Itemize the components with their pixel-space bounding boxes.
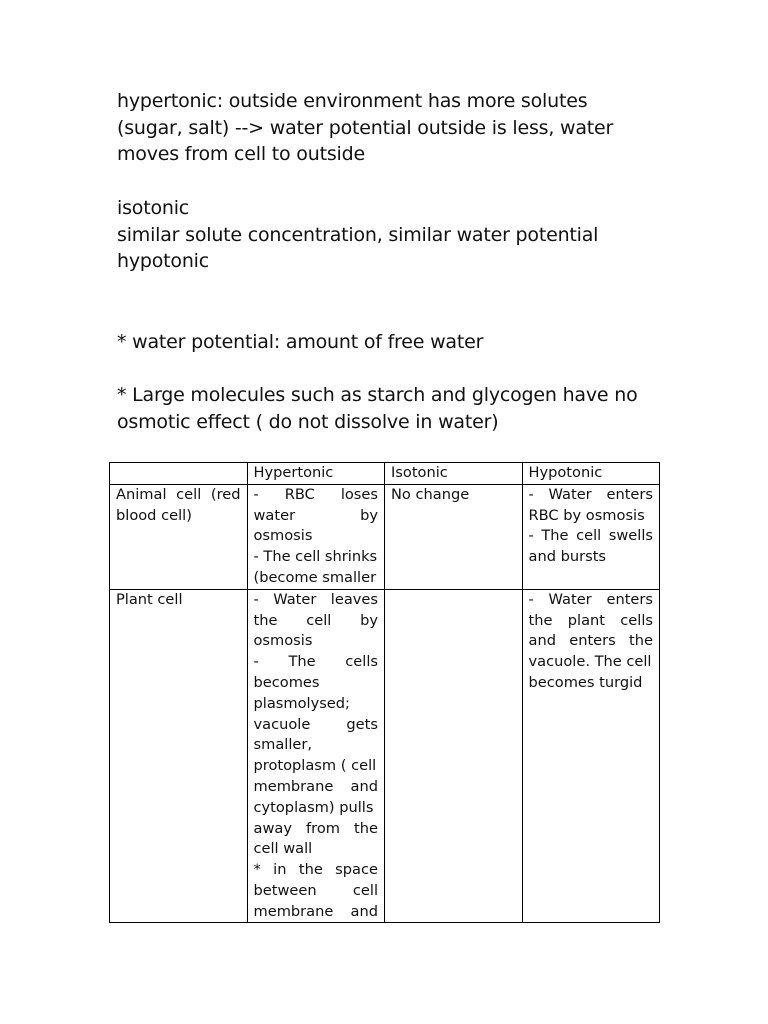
text-line: * Large molecules such as starch and glycogen have no [117, 384, 638, 406]
cell-line: and enters the [528, 632, 653, 650]
cell-line: - Water leaves [253, 590, 378, 608]
cell-line: the plant cells [528, 611, 653, 629]
cell-line: away from the [253, 819, 378, 837]
table-row-animal-cell [110, 484, 660, 589]
text-line: hypotonic [117, 250, 210, 272]
paragraph-isotonic-hypotonic [117, 195, 637, 275]
table-cell-isotonic-empty [385, 589, 523, 922]
cell-line: cell wall [253, 840, 313, 858]
cell-line: and bursts [528, 548, 607, 566]
cell-line: - Water enters [528, 590, 653, 608]
cell-line: - The cells [253, 653, 378, 671]
cell-line: osmosis [253, 632, 313, 650]
cell-line: Plant cell [116, 590, 183, 608]
text-line: isotonic [117, 197, 190, 219]
cell-line: between cell [253, 881, 378, 899]
text-line: osmotic effect ( do not dissolve in water) [117, 410, 499, 433]
table-header-cell-hypertonic: Hypertonic [247, 463, 385, 485]
cell-content [254, 590, 379, 920]
cell-line: the cell by [253, 611, 378, 629]
paragraph-hypertonic-definition [117, 88, 637, 168]
table-row-plant-cell [110, 589, 660, 922]
table-header-row [110, 463, 660, 485]
table-cell-hypertonic [247, 484, 385, 589]
cell-line: protoplasm ( cell [253, 757, 377, 775]
paragraph-large-molecules-note [117, 382, 637, 435]
cell-line: vacuole. The cell [528, 653, 652, 671]
table-header-cell-empty [110, 463, 248, 485]
cell-line: - RBC loses [253, 485, 378, 503]
cell-line: - The cell shrinks [253, 548, 378, 566]
table-cell-label [110, 484, 248, 589]
cell-line: (become smaller [253, 568, 377, 586]
text-line: similar solute concentration, similar water potential [117, 223, 599, 246]
cell-line: - Water enters [528, 485, 653, 503]
cell-line: Animal cell (red [116, 485, 241, 503]
cell-line: membrane and [253, 902, 378, 920]
text-line: hypertonic: outside environment has more solutes [117, 90, 588, 112]
cell-line: becomes turgid [528, 673, 643, 691]
cell-line: No change [391, 485, 470, 503]
paragraph-water-potential-note [117, 329, 637, 356]
text-line: (sugar, salt) --> water potential outside is less, water [117, 116, 614, 139]
cell-line: membrane and [253, 777, 378, 795]
cell-line: becomes [253, 673, 320, 691]
table-header-cell-hypotonic: Hypotonic [522, 463, 660, 485]
cell-line: - The cell swells [528, 527, 653, 545]
cell-line: vacuole gets [253, 715, 378, 733]
cell-line: osmosis [253, 527, 313, 545]
cell-line: cytoplasm) pulls [253, 798, 374, 816]
table-cell-label [110, 589, 248, 922]
table-cell-hypotonic [522, 589, 660, 922]
cell-line: * in the space [253, 861, 378, 879]
cell-line: blood cell) [116, 506, 192, 524]
table-cell-hypertonic [247, 589, 385, 922]
cell-line: plasmolysed; [253, 694, 350, 712]
table-cell-hypotonic [522, 484, 660, 589]
cell-line: water by [253, 506, 378, 524]
cell-line: RBC by osmosis [528, 506, 645, 524]
text-line: moves from cell to outside [117, 143, 365, 165]
text-line: * water potential: amount of free water [117, 331, 484, 353]
table-cell-isotonic [385, 484, 523, 589]
table-header-cell-isotonic: Isotonic [385, 463, 523, 485]
osmosis-comparison-table [109, 462, 660, 923]
cell-line: smaller, [253, 736, 312, 754]
